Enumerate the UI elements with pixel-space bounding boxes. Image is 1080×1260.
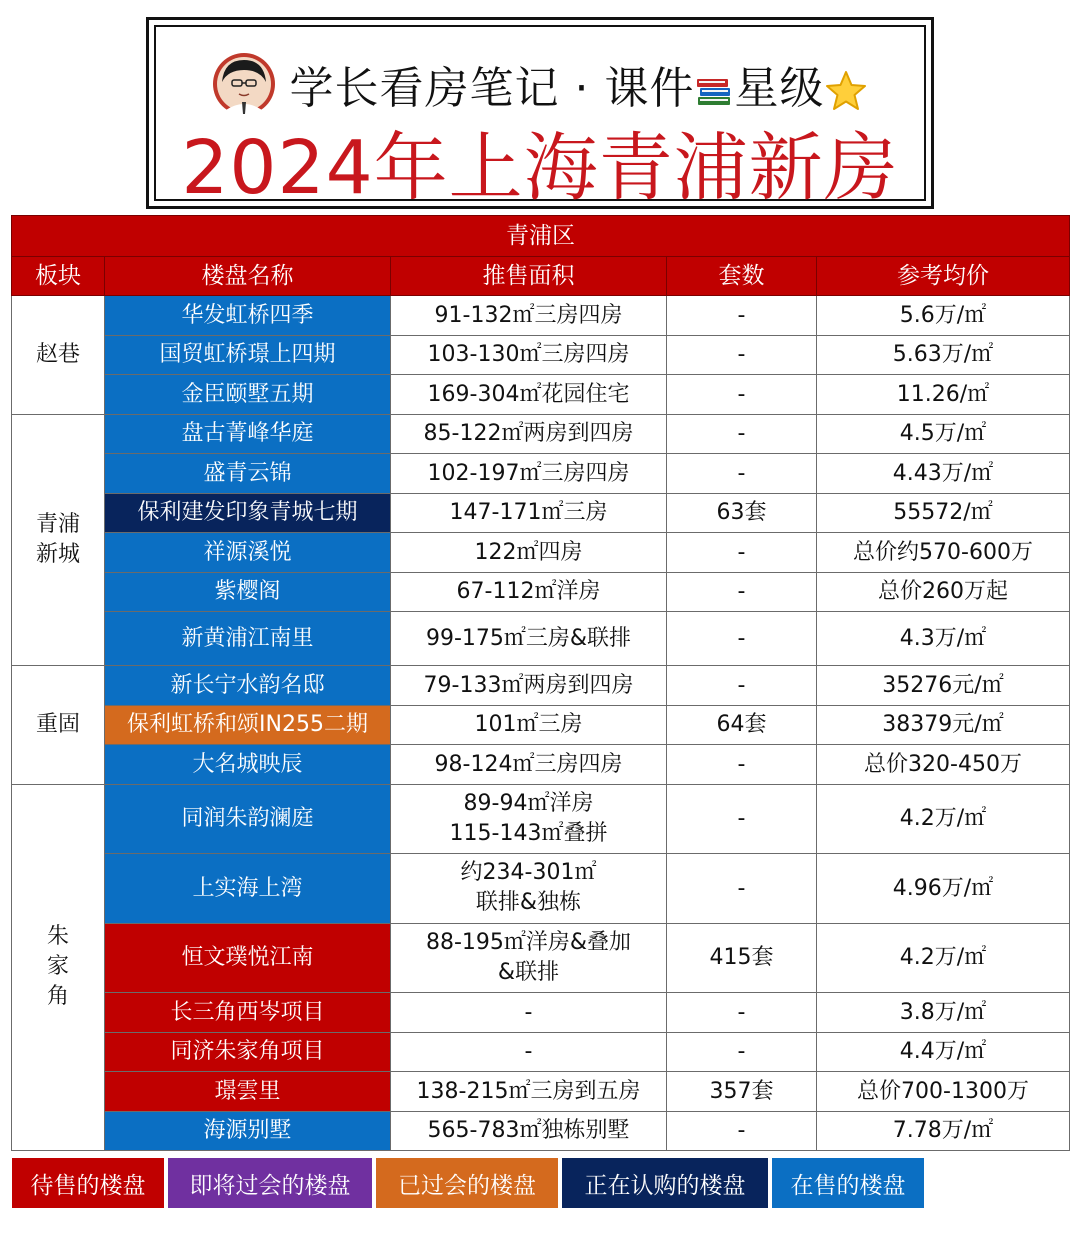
status-legend (12, 1158, 924, 1208)
project-name: 保利建发印象青城七期 (105, 493, 391, 533)
units-cell: 415套 (667, 923, 817, 993)
price-cell: 4.3万/㎡ (817, 612, 1070, 666)
units-cell: - (667, 1032, 817, 1072)
header-inner-border (154, 25, 926, 211)
area-cell: 99-175㎡三房&联排 (391, 612, 667, 666)
area-cell: 147-171㎡三房 (391, 493, 667, 533)
table-row (12, 493, 1070, 533)
units-cell: - (667, 296, 817, 336)
column-header-units: 套数 (667, 257, 817, 296)
board-cell: 朱 家 角 (12, 784, 105, 1151)
project-name: 金臣颐墅五期 (105, 375, 391, 415)
area-cell: 88-195㎡洋房&叠加 &联排 (391, 923, 667, 993)
price-cell: 38379元/㎡ (817, 705, 1070, 745)
units-cell: - (667, 335, 817, 375)
district-header-row (12, 216, 1070, 257)
price-cell: 4.5万/㎡ (817, 414, 1070, 454)
books-icon (694, 71, 734, 111)
units-cell: - (667, 745, 817, 785)
price-cell: 4.2万/㎡ (817, 923, 1070, 993)
legend-approved: 已过会的楼盘 (376, 1158, 558, 1208)
project-name: 祥源溪悦 (105, 533, 391, 573)
price-cell: 55572/㎡ (817, 493, 1070, 533)
price-cell: 4.96万/㎡ (817, 854, 1070, 924)
units-cell: 357套 (667, 1072, 817, 1112)
project-name: 上实海上湾 (105, 854, 391, 924)
project-name: 璟雲里 (105, 1072, 391, 1112)
price-cell: 5.63万/㎡ (817, 335, 1070, 375)
units-cell: - (667, 454, 817, 494)
units-cell: - (667, 1111, 817, 1151)
units-cell: 64套 (667, 705, 817, 745)
column-header-row (12, 257, 1070, 296)
area-cell: 102-197㎡三房四房 (391, 454, 667, 494)
header-box (146, 17, 934, 209)
area-cell: 91-132㎡三房四房 (391, 296, 667, 336)
price-cell: 总价700-1300万 (817, 1072, 1070, 1112)
area-cell: 565-783㎡独栋别墅 (391, 1111, 667, 1151)
price-cell: 5.6万/㎡ (817, 296, 1070, 336)
board-cell: 青浦 新城 (12, 414, 105, 666)
units-cell: - (667, 666, 817, 706)
price-cell: 11.26/㎡ (817, 375, 1070, 415)
table-row (12, 666, 1070, 706)
table-row (12, 612, 1070, 666)
price-cell: 4.2万/㎡ (817, 784, 1070, 854)
project-name: 华发虹桥四季 (105, 296, 391, 336)
area-cell: 169-304㎡花园住宅 (391, 375, 667, 415)
project-name: 国贸虹桥璟上四期 (105, 335, 391, 375)
legend-upcoming-approval: 即将过会的楼盘 (168, 1158, 372, 1208)
area-cell: 85-122㎡两房到四房 (391, 414, 667, 454)
price-cell: 4.43万/㎡ (817, 454, 1070, 494)
project-name: 同润朱韵澜庭 (105, 784, 391, 854)
units-cell: - (667, 784, 817, 854)
units-cell: - (667, 375, 817, 415)
project-name: 海源别墅 (105, 1111, 391, 1151)
legend-for-sale: 待售的楼盘 (12, 1158, 164, 1208)
legend-subscribing: 正在认购的楼盘 (562, 1158, 768, 1208)
project-name: 新黄浦江南里 (105, 612, 391, 666)
project-name: 同济朱家角项目 (105, 1032, 391, 1072)
column-header-area: 推售面积 (391, 257, 667, 296)
area-cell: 101㎡三房 (391, 705, 667, 745)
units-cell: 63套 (667, 493, 817, 533)
area-cell: 79-133㎡两房到四房 (391, 666, 667, 706)
subtitle-row (156, 49, 924, 119)
table-row (12, 854, 1070, 924)
price-cell: 总价约570-600万 (817, 533, 1070, 573)
new-homes-table (11, 215, 1070, 1151)
price-cell: 总价320-450万 (817, 745, 1070, 785)
board-cell: 重固 (12, 666, 105, 785)
column-header-price: 参考均价 (817, 257, 1070, 296)
area-cell: - (391, 1032, 667, 1072)
star-icon (824, 69, 868, 113)
units-cell: - (667, 414, 817, 454)
table-row (12, 923, 1070, 993)
area-cell: 103-130㎡三房四房 (391, 335, 667, 375)
table-row (12, 705, 1070, 745)
units-cell: - (667, 854, 817, 924)
units-cell: - (667, 533, 817, 573)
units-cell: - (667, 572, 817, 612)
project-name: 盘古菁峰华庭 (105, 414, 391, 454)
price-cell: 35276元/㎡ (817, 666, 1070, 706)
column-header-project: 楼盘名称 (105, 257, 391, 296)
subtitle: 学长看房笔记 · 课件 星级 (290, 52, 869, 116)
project-name: 长三角西岑项目 (105, 993, 391, 1033)
area-cell: 约234-301㎡ 联排&独栋 (391, 854, 667, 924)
board-cell: 赵巷 (12, 296, 105, 415)
table-row (12, 993, 1070, 1033)
price-cell: 总价260万起 (817, 572, 1070, 612)
page-title: 2024年上海青浦新房 (181, 125, 899, 211)
price-cell: 3.8万/㎡ (817, 993, 1070, 1033)
column-header-board: 板块 (12, 257, 105, 296)
table-row (12, 375, 1070, 415)
area-cell: 138-215㎡三房到五房 (391, 1072, 667, 1112)
table-row (12, 572, 1070, 612)
table-row (12, 335, 1070, 375)
table-row (12, 414, 1070, 454)
price-cell: 4.4万/㎡ (817, 1032, 1070, 1072)
project-name: 新长宁水韵名邸 (105, 666, 391, 706)
project-name: 大名城映辰 (105, 745, 391, 785)
table-row (12, 454, 1070, 494)
table-row (12, 533, 1070, 573)
avatar-icon (212, 52, 276, 116)
table-row (12, 784, 1070, 854)
area-cell: 89-94㎡洋房 115-143㎡叠拼 (391, 784, 667, 854)
price-cell: 7.78万/㎡ (817, 1111, 1070, 1151)
district-title: 青浦区 (12, 216, 1070, 257)
project-name: 恒文璞悦江南 (105, 923, 391, 993)
project-name: 紫樱阁 (105, 572, 391, 612)
table-row (12, 1072, 1070, 1112)
units-cell: - (667, 612, 817, 666)
area-cell: - (391, 993, 667, 1033)
table-row (12, 296, 1070, 336)
project-name: 盛青云锦 (105, 454, 391, 494)
units-cell: - (667, 993, 817, 1033)
table-row (12, 745, 1070, 785)
table-row (12, 1032, 1070, 1072)
project-name: 保利虹桥和颂IN255二期 (105, 705, 391, 745)
area-cell: 98-124㎡三房四房 (391, 745, 667, 785)
legend-on-sale: 在售的楼盘 (772, 1158, 924, 1208)
table-row (12, 1111, 1070, 1151)
area-cell: 67-112㎡洋房 (391, 572, 667, 612)
area-cell: 122㎡四房 (391, 533, 667, 573)
